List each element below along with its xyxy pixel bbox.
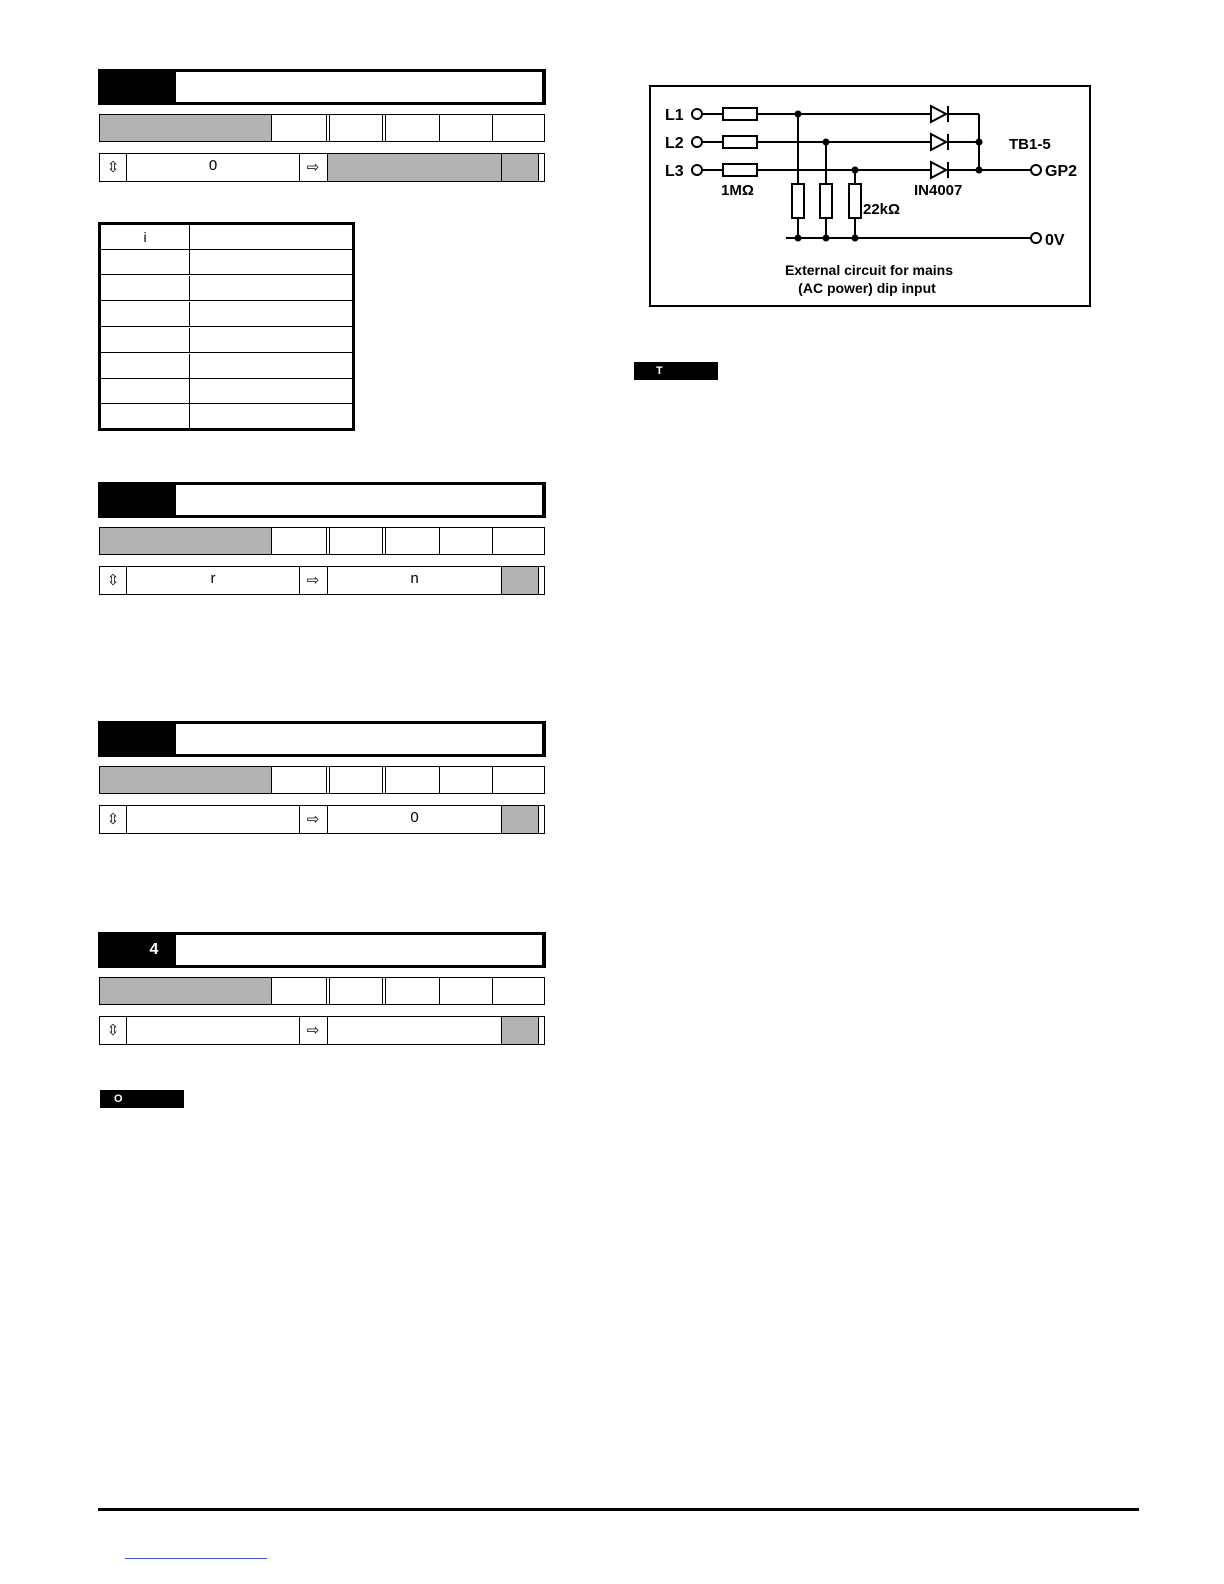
parameter-range-row [99, 1016, 545, 1045]
parameter-number [98, 721, 174, 757]
tag-o: O [100, 1090, 184, 1108]
table-row [101, 379, 352, 404]
updown-arrow-icon: ⇳ [106, 572, 120, 589]
parameter-name [176, 724, 542, 754]
table-header: i [101, 225, 190, 249]
label-l2: L2 [665, 135, 684, 152]
table-header-row [101, 225, 352, 250]
parameter-block-1 [98, 69, 546, 196]
range-value: r [210, 570, 216, 587]
range-value: 0 [208, 157, 218, 174]
right-arrow-icon: ⇨ [306, 1022, 320, 1039]
tag-t: T [634, 362, 718, 380]
footer-rule [98, 1508, 1139, 1511]
parameter-attributes [99, 527, 545, 555]
table-row [101, 302, 352, 327]
label-terminal: TB1-5 [1009, 136, 1051, 153]
parameter-header [98, 932, 546, 968]
parameter-block-4 [98, 932, 546, 1059]
parameter-header [98, 482, 546, 518]
caption-line-2: (AC power) dip input [798, 280, 936, 296]
parameter-number [98, 69, 174, 105]
default-value [328, 1017, 501, 1044]
default-value: n [410, 570, 419, 587]
updown-arrow-icon: ⇳ [106, 811, 120, 828]
mains-dip-circuit-diagram [649, 85, 1091, 307]
right-arrow-icon: ⇨ [306, 811, 320, 828]
label-shunt-resistor: 22kΩ [863, 201, 901, 218]
table-row [101, 328, 352, 353]
label-l1: L1 [665, 107, 684, 124]
label-ground: 0V [1045, 232, 1065, 249]
default-value: 0 [410, 809, 419, 826]
parameter-range-row [99, 805, 545, 834]
parameter-range-row [99, 153, 545, 182]
parameter-attributes [99, 977, 545, 1005]
range-value [127, 1017, 299, 1044]
parameter-number [98, 482, 174, 518]
table-row [101, 354, 352, 379]
label-output: GP2 [1045, 163, 1078, 180]
right-arrow-icon: ⇨ [306, 159, 320, 176]
table-row [101, 250, 352, 275]
parameter-attributes [99, 114, 545, 142]
parameter-header [98, 721, 546, 757]
label-l3: L3 [665, 163, 684, 180]
parameter-block-3 [98, 721, 546, 848]
range-value [127, 806, 299, 833]
parameter-range-row [99, 566, 545, 595]
table-row [101, 276, 352, 301]
parameter-name [176, 72, 542, 102]
caption-line-1: External circuit for mains [784, 262, 954, 278]
parameter-header [98, 69, 546, 105]
parameter-attributes [99, 766, 545, 794]
value-table [98, 222, 355, 431]
parameter-number: 4 [149, 941, 159, 958]
table-row [101, 404, 352, 428]
parameter-block-2 [98, 482, 546, 609]
parameter-name [176, 935, 542, 965]
updown-arrow-icon: ⇳ [106, 1022, 120, 1039]
parameter-name [176, 485, 542, 515]
circuit-schematic [651, 87, 1089, 305]
label-diode: IN4007 [914, 182, 963, 199]
updown-arrow-icon: ⇳ [106, 159, 120, 176]
footer-link-underline [125, 1558, 267, 1559]
right-arrow-icon: ⇨ [306, 572, 320, 589]
label-series-resistor: 1MΩ [721, 182, 754, 199]
